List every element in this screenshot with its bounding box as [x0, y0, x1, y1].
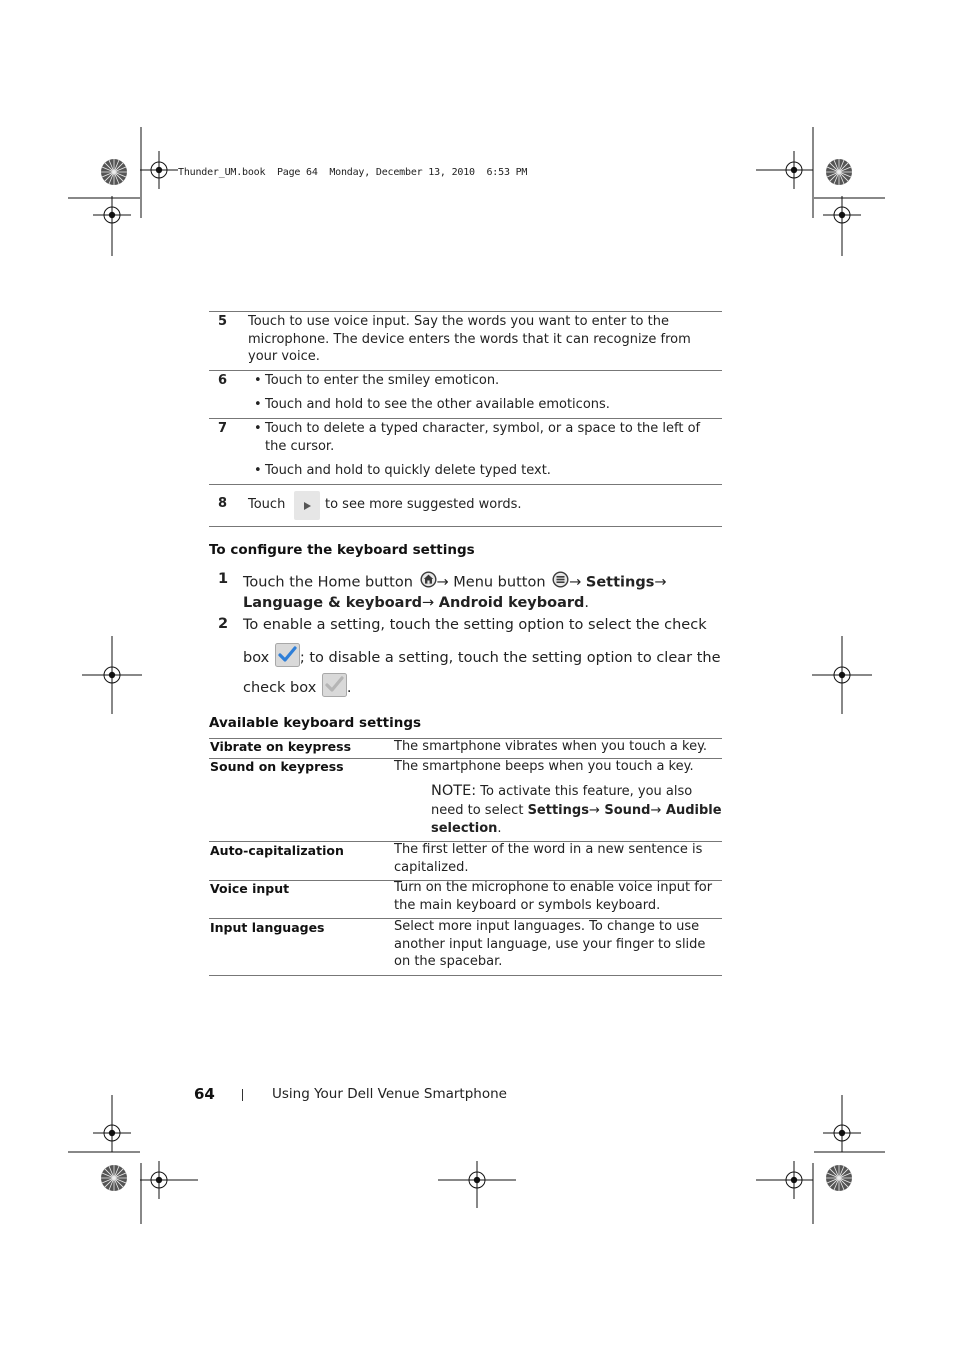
- setting-description: The smartphone vibrates when you touch a key.: [394, 739, 708, 754]
- play-arrow-icon: [294, 491, 320, 520]
- section-heading: Available keyboard settings: [209, 715, 422, 731]
- key-number: 8: [218, 496, 228, 511]
- text-line: your voice.: [248, 349, 320, 364]
- table-rule: [209, 975, 722, 976]
- home-icon: [420, 571, 437, 594]
- table-rule: [209, 418, 722, 419]
- section-heading: To configure the keyboard settings: [209, 542, 475, 558]
- step-text: To enable a setting, touch the setting option to select the check: [243, 617, 707, 633]
- setting-name: Voice input: [210, 881, 290, 896]
- key-number: 6: [218, 373, 228, 388]
- text-line: microphone. The device enters the words that it can recognize from: [248, 331, 691, 347]
- footer-separator: [242, 1089, 243, 1101]
- table-rule: [209, 311, 722, 312]
- setting-description: The smartphone beeps when you touch a key.: [394, 759, 694, 774]
- key-description: Touch: [248, 497, 286, 512]
- registration-star-icon: [101, 159, 127, 185]
- note-box: NOTE: To activate this feature, you also need to select Settings→ Sound→ Audible selection.: [431, 783, 722, 836]
- step-text: check box .: [243, 673, 352, 703]
- setting-description: Turn on the microphone to enable voice input for the main keyboard or symbols keyboard.: [394, 880, 713, 913]
- table-rule: [209, 484, 722, 485]
- setting-name: Input languages: [210, 920, 325, 935]
- table-rule: [209, 526, 722, 527]
- print-slug: Thunder_UM.book Page 64 Monday, December 13, 2010 6:53 PM: [178, 167, 528, 178]
- bullet-item: • Touch and hold to quickly delete typed text.: [254, 463, 551, 478]
- setting-description: Select more input languages. To change to use another input language, use your finger to slide on the spacebar.: [394, 919, 706, 969]
- bullet-item: • Touch to delete a typed character, symbol, or a space to the left of the cursor.: [254, 421, 701, 454]
- checkbox-checked-icon: [275, 643, 300, 673]
- key-number: 7: [218, 421, 228, 436]
- step-text: Touch the Home button → Menu button → Settings→ Language & keyboard→ Android keyboard.: [243, 571, 713, 613]
- step-number: 2: [218, 616, 229, 632]
- menu-icon: [552, 571, 569, 594]
- step-text: box ; to disable a setting, touch the setting option to clear the: [243, 643, 721, 673]
- key-number: 5: [218, 314, 228, 329]
- key-description: [248, 313, 691, 366]
- running-footer-title: Using Your Dell Venue Smartphone: [272, 1086, 507, 1102]
- setting-name: Vibrate on keypress: [210, 739, 352, 754]
- page-number: 64: [194, 1085, 215, 1103]
- table-rule: [209, 370, 722, 371]
- key-description: to see more suggested words.: [325, 497, 522, 512]
- step-number: 1: [218, 571, 229, 587]
- setting-name: Auto-capitalization: [210, 843, 344, 858]
- checkbox-unchecked-icon: [322, 673, 347, 703]
- bullet-item: • Touch and hold to see the other available emoticons.: [254, 397, 610, 412]
- text-line: Touch to use voice input. Say the words you want to enter to the: [248, 314, 669, 329]
- setting-description: The first letter of the word in a new sentence is capitalized.: [394, 842, 703, 875]
- setting-name: Sound on keypress: [210, 759, 344, 774]
- bullet-item: • Touch to enter the smiley emoticon.: [254, 373, 500, 388]
